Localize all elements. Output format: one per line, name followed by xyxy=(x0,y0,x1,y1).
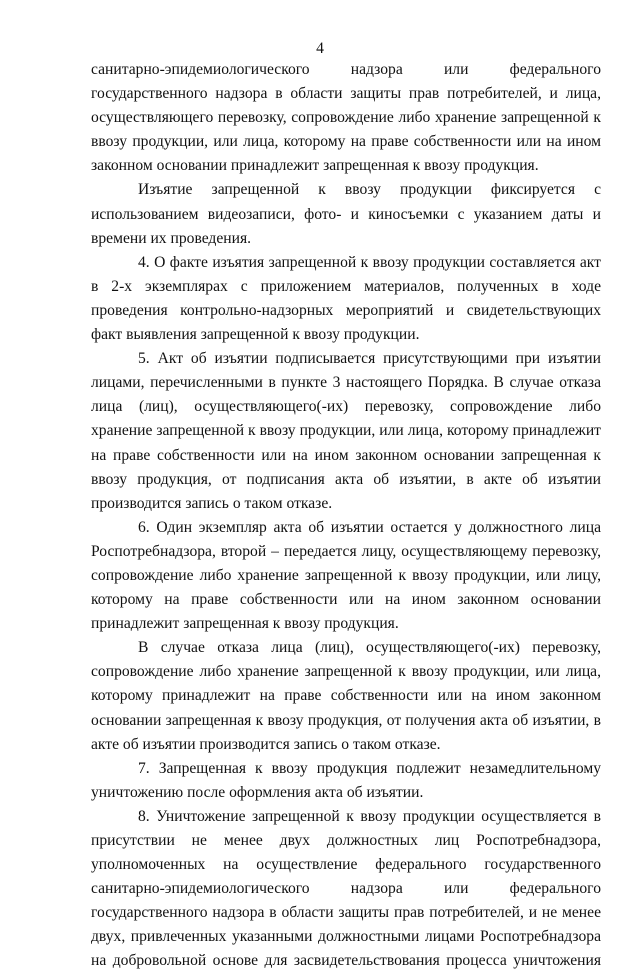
page-number: 4 xyxy=(316,40,324,57)
paragraph-item-4: 4. О факте изъятия запрещенной к ввозу продукции составляется акт в 2-х экземплярах с приложением материалов, полученных в ходе проведения контрольно-надзорных мероприятий и свидетельствующих факт выявления запрещенной к ввозу продукции. xyxy=(91,253,601,344)
paragraph-item-6: 6. Один экземпляр акта об изъятии остается у должностного лица Роспотребнадзора, второй – передается лицу, осуществляющему перевозку, сопровождение либо хранение запрещенной к ввозу продукции, или лицу, которому на праве собственности или на ином законном основании принадлежит запрещенная к ввозу продукция. xyxy=(91,518,601,633)
paragraph-item-5: 5. Акт об изъятии подписывается присутствующими при изъятии лицами, перечисленными в пункте 3 настоящего Порядка. В случае отказа лица (лиц), осуществляющего(-их) перевозку, сопровождение либо хранение запрещенной к ввозу продукции, или лица, которому принадлежит на праве собственности или на ином законном основании запрещенная к ввозу продукция, от подписания акта об изъятии, в акте об изъятии производится запись о таком отказе. xyxy=(91,350,601,512)
paragraph-item-7: 7. Запрещенная к ввозу продукция подлежит незамедлительному уничтожению после оформления акта об изъятии. xyxy=(91,759,601,801)
paragraph-item-8: 8. Уничтожение запрещенной к ввозу продукции осуществляется в присутствии не менее двух должностных лиц Роспотребнадзора, уполномоченных на осуществление федерального государственного санитарно-эпидемиологического надзора или федерального государственного надзора в области защиты прав потребителей, и не менее двух, привлеченных указанными должностными лицами Роспотребнадзора на добровольной основе для засвидетельствования процесса уничтожения xyxy=(91,807,601,970)
paragraph-refusal: В случае отказа лица (лиц), осуществляющего(-их) перевозку, сопровождение либо хранение запрещенной к ввозу продукции, или лица, которому принадлежит на праве собственности или на ином законном основании запрещенная к ввозу продукция, от получения акта об изъятии, в акте об изъятии производится запись о таком отказе. xyxy=(91,639,601,753)
paragraph-continuation: санитарно-эпидемиологического надзора или федерального государственного надзора в области защиты прав потребителей, и лица, осуществляющего перевозку, сопровождение либо хранение запрещенной к ввозу продукции, или лица, которому на праве собственности или на ином законном основании принадлежит запрещенная к ввозу продукция. xyxy=(91,61,601,175)
document-body xyxy=(91,58,601,974)
paragraph-seizure-recording: Изъятие запрещенной к ввозу продукции фиксируется с использованием видеозаписи, фото- и киносъемки с указанием даты и времени их проведения. xyxy=(91,181,601,247)
